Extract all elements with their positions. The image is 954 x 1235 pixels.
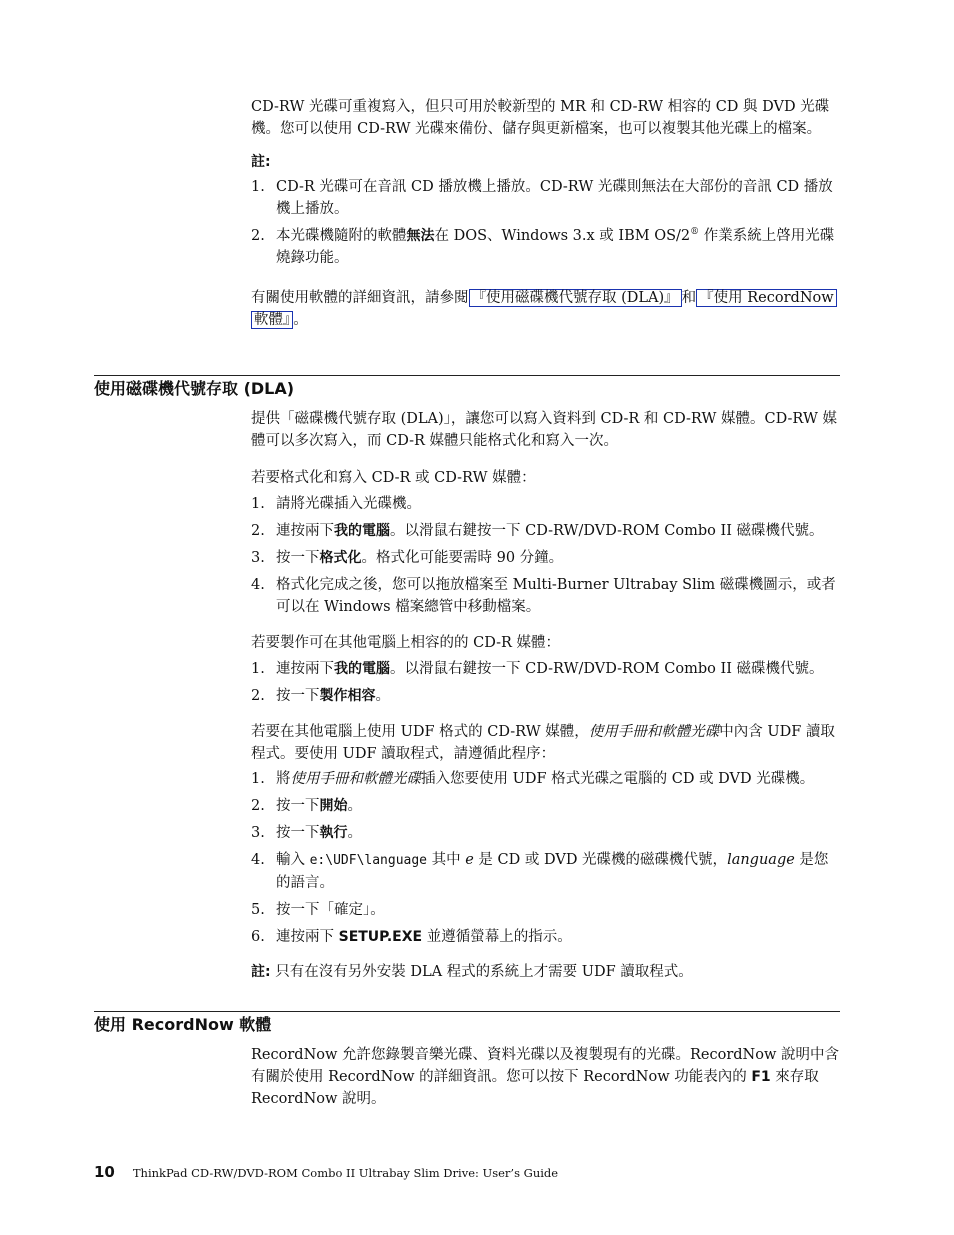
list-text-mid2: 是 CD 或 DVD 光碟機的磁碟機代號， [473, 852, 728, 868]
compat-steps-list [251, 658, 841, 707]
list-number: 2. [251, 228, 265, 244]
list-text-post: 插入您要使用 UDF 格式光碟之電腦的 CD 或 DVD 光碟機。 [421, 771, 815, 787]
list-text-pre: 本光碟機隨附的軟體 [276, 228, 407, 244]
list-item [251, 658, 841, 680]
dla-intro-paragraph: 提供「磁碟機代號存取 (DLA)」，讓您可以寫入資料到 CD-R 和 CD-RW 媒體。CD-RW 媒體可以多次寫入，而 CD-R 媒體只能格式化和寫入一次。 [251, 411, 838, 449]
list-number: 1. [251, 661, 265, 677]
list-number: 1. [251, 496, 265, 512]
page-number: 10 [94, 1163, 115, 1181]
format-intro: 若要格式化和寫入 CD-R 或 CD-RW 媒體： [251, 470, 536, 486]
udf-intro [251, 721, 841, 765]
list-text: 請將光碟插入光碟機。 [276, 496, 421, 512]
list-text-post: 。以滑鼠右鍵按一下 CD-RW/DVD-ROM Combo II 磁碟機代號。 [390, 661, 824, 677]
list-item [251, 768, 841, 790]
list-item [251, 685, 841, 707]
list-text-pre: 按一下 [276, 825, 320, 841]
recordnow-text-post: 來存取 RecordNow 說明。 [251, 1069, 819, 1107]
ui-term-start: 開始 [319, 798, 348, 814]
variable-e: e [465, 852, 474, 868]
list-item [251, 547, 841, 569]
dla-section [251, 408, 841, 983]
cd-title: 使用手冊和軟體光碟 [588, 724, 720, 740]
list-number: 2. [251, 523, 265, 539]
list-number: 4. [251, 577, 265, 593]
compat-intro: 若要製作可在其他電腦上相容的的 CD-R 媒體： [251, 635, 561, 651]
list-number: 5. [251, 902, 265, 918]
udf-steps-list [251, 768, 841, 948]
udf-text-post: 中內含 UDF 讀取程式。要使用 UDF 讀取程式，請遵循此程序： [251, 724, 835, 762]
list-number: 2. [251, 798, 265, 814]
recordnow-paragraph [251, 1044, 841, 1110]
list-item [251, 795, 841, 817]
list-text-mid: 其中 [427, 852, 466, 868]
udf-note [251, 961, 841, 983]
list-number: 2. [251, 688, 265, 704]
list-text-pre: 連按兩下 [276, 661, 334, 677]
list-text: CD-R 光碟可在音訊 CD 播放機上播放。CD-RW 光碟則無法在大部份的音訊 CD 播放機上播放。 [276, 179, 833, 217]
list-number: 3. [251, 825, 265, 841]
page-footer [94, 1162, 558, 1183]
section-heading-recordnow: 使用 RecordNow 軟體 [94, 1015, 272, 1034]
list-text-post: 是您的語言。 [276, 852, 829, 891]
recordnow-section [251, 1044, 841, 1110]
list-number: 3. [251, 550, 265, 566]
list-number: 6. [251, 929, 265, 945]
ui-term-my-computer: 我的電腦 [334, 523, 390, 539]
note-text: 只有在沒有另外安裝 DLA 程式的系統上才需要 UDF 讀取程式。 [270, 964, 693, 980]
list-text-pre: 將 [276, 771, 291, 787]
ui-term-my-computer: 我的電腦 [334, 661, 390, 677]
list-text-pre: 連按兩下 [276, 929, 339, 945]
list-text-post: 。以滑鼠右鍵按一下 CD-RW/DVD-ROM Combo II 磁碟機代號。 [390, 523, 824, 539]
emphasis-cannot: 無法 [406, 228, 435, 244]
intro-paragraph: CD-RW 光碟可重複寫入，但只可用於較新型的 MR 和 CD-RW 相容的 CD 與 DVD 光碟機。您可以使用 CD-RW 光碟來備份、儲存與更新檔案，也可以複製其他光碟上的檔案。 [251, 99, 830, 137]
list-item [251, 520, 841, 542]
list-item [251, 574, 841, 618]
list-item [251, 926, 841, 948]
list-item [251, 225, 841, 269]
list-number: 4. [251, 852, 265, 868]
list-number: 1. [251, 771, 265, 787]
intro-section [251, 96, 841, 331]
list-text-pre: 輸入 [276, 852, 310, 868]
link-dla-section[interactable]: 『使用磁碟機代號存取 (DLA)』 [469, 289, 682, 307]
list-text-post: 。 [375, 688, 390, 704]
list-number: 1. [251, 179, 265, 195]
reference-period: 。 [293, 312, 308, 328]
note-label: 註: [251, 964, 271, 980]
list-text-post: 並遵循螢幕上的指示。 [422, 929, 572, 945]
list-text-post: 。格式化可能要需時 90 分鐘。 [361, 550, 564, 566]
section-divider [94, 375, 840, 376]
list-text-pre: 連按兩下 [276, 523, 334, 539]
registered-mark: ® [690, 227, 700, 238]
intro-notes-list [251, 176, 841, 269]
link-recordnow-section[interactable]: 『使用 RecordNow [696, 289, 837, 307]
list-text-post: 。 [347, 798, 362, 814]
list-text-pre: 按一下 [276, 688, 320, 704]
list-text: 按一下「確定」。 [276, 902, 385, 918]
reference-and: 和 [681, 290, 697, 306]
list-item [251, 899, 841, 921]
udf-text-pre: 若要在其他電腦上使用 UDF 格式的 CD-RW 媒體， [251, 724, 589, 740]
ui-term-format: 格式化 [319, 550, 362, 566]
ui-term-run: 執行 [319, 825, 348, 841]
recordnow-text-pre: RecordNow 允許您錄製音樂光碟、資料光碟以及複製現有的光碟。RecordNow 說明中含有關於使用 RecordNow 的詳細資訊。您可以按下 RecordNow 功能表內的 [251, 1047, 839, 1085]
list-text-pre: 按一下 [276, 550, 320, 566]
cd-title: 使用手冊和軟體光碟 [290, 771, 421, 787]
list-text-pre: 按一下 [276, 798, 320, 814]
format-steps-list [251, 493, 841, 618]
list-item [251, 176, 841, 220]
section-heading-dla: 使用磁碟機代號存取 (DLA) [94, 379, 295, 398]
link-recordnow-section-cont[interactable]: 軟體』 [251, 311, 293, 329]
list-text-mid: 在 DOS、Windows 3.x 或 IBM OS/2 [434, 228, 691, 244]
list-item [251, 849, 841, 894]
setup-exe-filename: SETUP.EXE [338, 929, 423, 945]
note-label: 註: [251, 154, 271, 170]
list-text-post: 作業系統上啓用光碟燒錄功能。 [276, 228, 835, 266]
key-f1: F1 [751, 1069, 771, 1085]
command-path: e:\UDF\language [309, 853, 428, 868]
footer-title: ThinkPad CD-RW/DVD-ROM Combo II Ultrabay Slim Drive: User’s Guide [132, 1166, 559, 1180]
ui-term-make-compatible: 製作相容 [319, 688, 376, 704]
list-item [251, 493, 841, 515]
reference-text: 有關使用軟體的詳細資訊，請參閱 [251, 290, 469, 306]
list-item [251, 822, 841, 844]
section-divider [94, 1011, 840, 1012]
list-text-post: 。 [347, 825, 362, 841]
variable-language: language [727, 852, 795, 868]
reference-paragraph [251, 287, 841, 331]
list-text: 格式化完成之後，您可以拖放檔案至 Multi-Burner Ultrabay Slim 磁碟機圖示，或者可以在 Windows 檔案總管中移動檔案。 [276, 577, 836, 615]
